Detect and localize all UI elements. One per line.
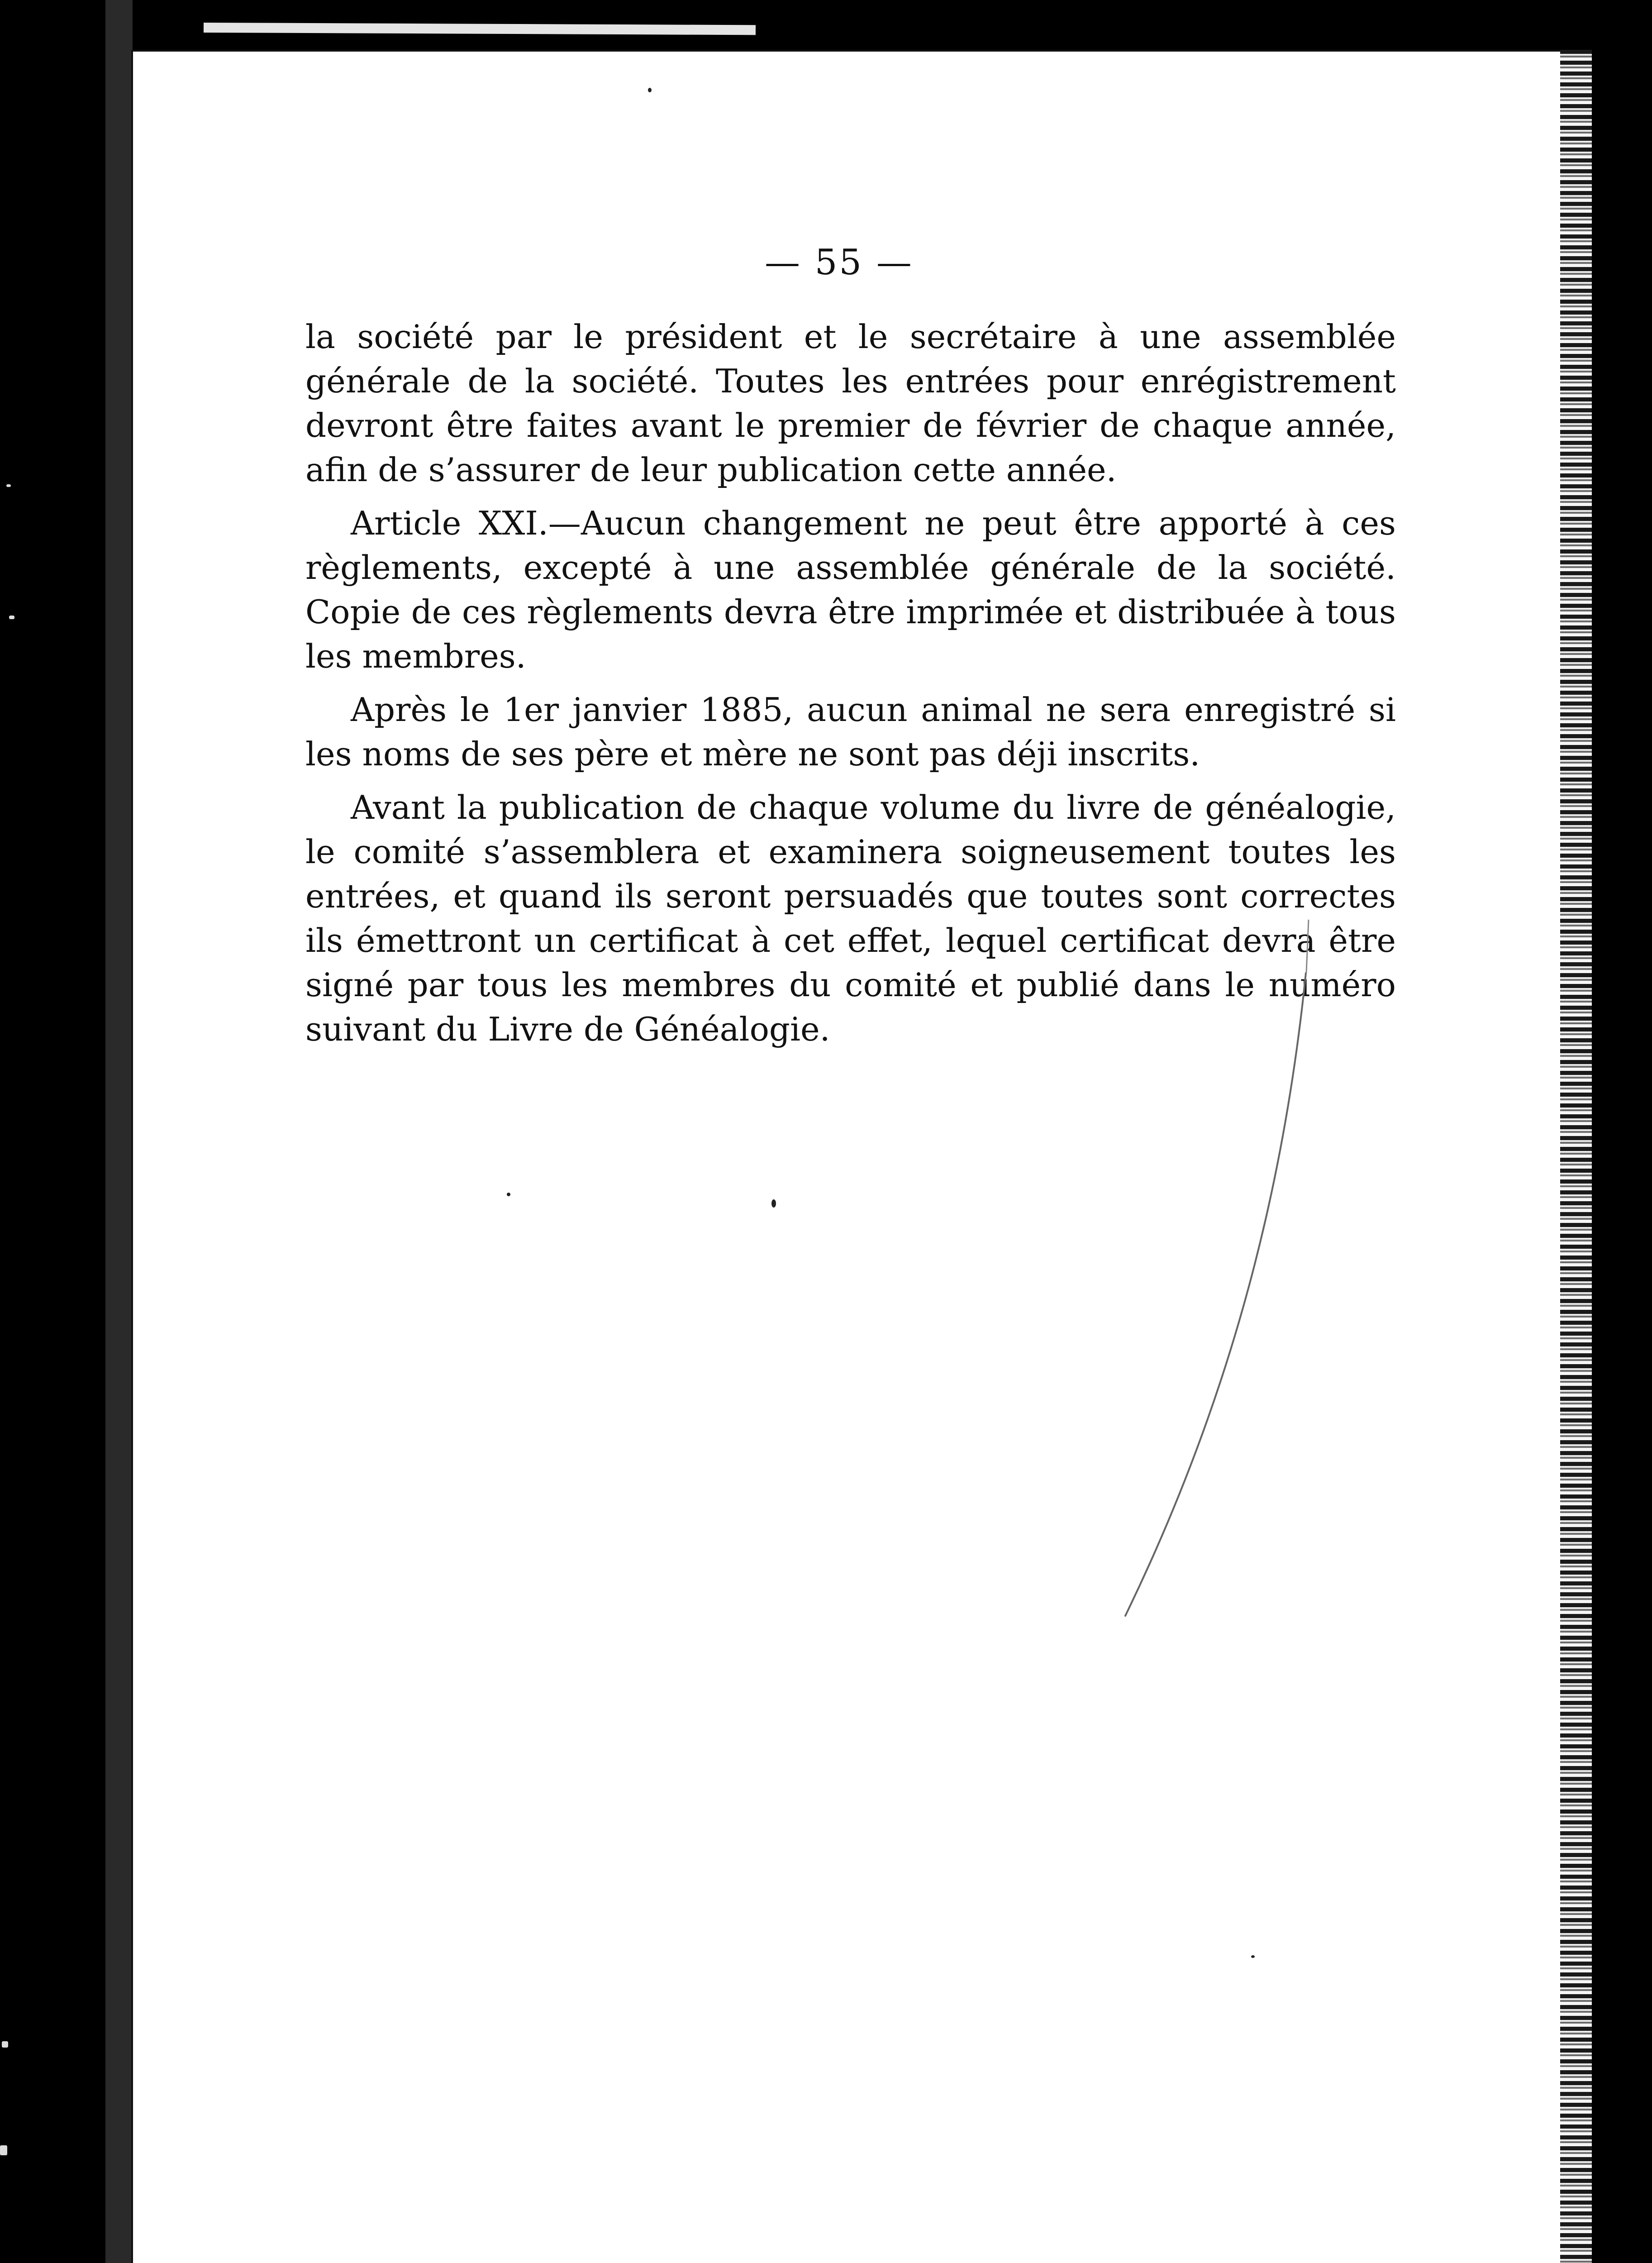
paragraph: la société par le président et le secrétaire à une assemblée générale de la société. Toutes les entrées pour enrégistrement devront être faites avant le premier de février de chaque année, afin de s’assurer de leur publication cette année. <box>305 318 1396 489</box>
paragraph: Avant la publication de chaque volume du livre de généalogie, le comité s’assemblera et examinera soigneusement toutes les entrées, et quand ils seront persuadés que toutes sont correctes ils émettront un certificat à cet effet, lequel certificat devra être signé par tous les membres du comité et publié dans le numéro suivant du Livre de Généalogie. <box>305 788 1396 1048</box>
paragraph: Après le 1er janvier 1885, aucun animal ne sera enregistré si les noms de ses père et mère ne sont pas déji inscrits. <box>305 691 1396 773</box>
page-number: — 55 — <box>765 242 914 283</box>
speck <box>771 1199 776 1208</box>
speck <box>507 1193 510 1196</box>
paragraph: Article XXI.—Aucun changement ne peut être apporté à ces règlements, excepté à une assemblée générale de la société. Copie de ces règlements devra être imprimée et distribuée à tous les membres. <box>305 504 1396 675</box>
speck <box>1251 1955 1255 1958</box>
speck <box>648 88 652 92</box>
